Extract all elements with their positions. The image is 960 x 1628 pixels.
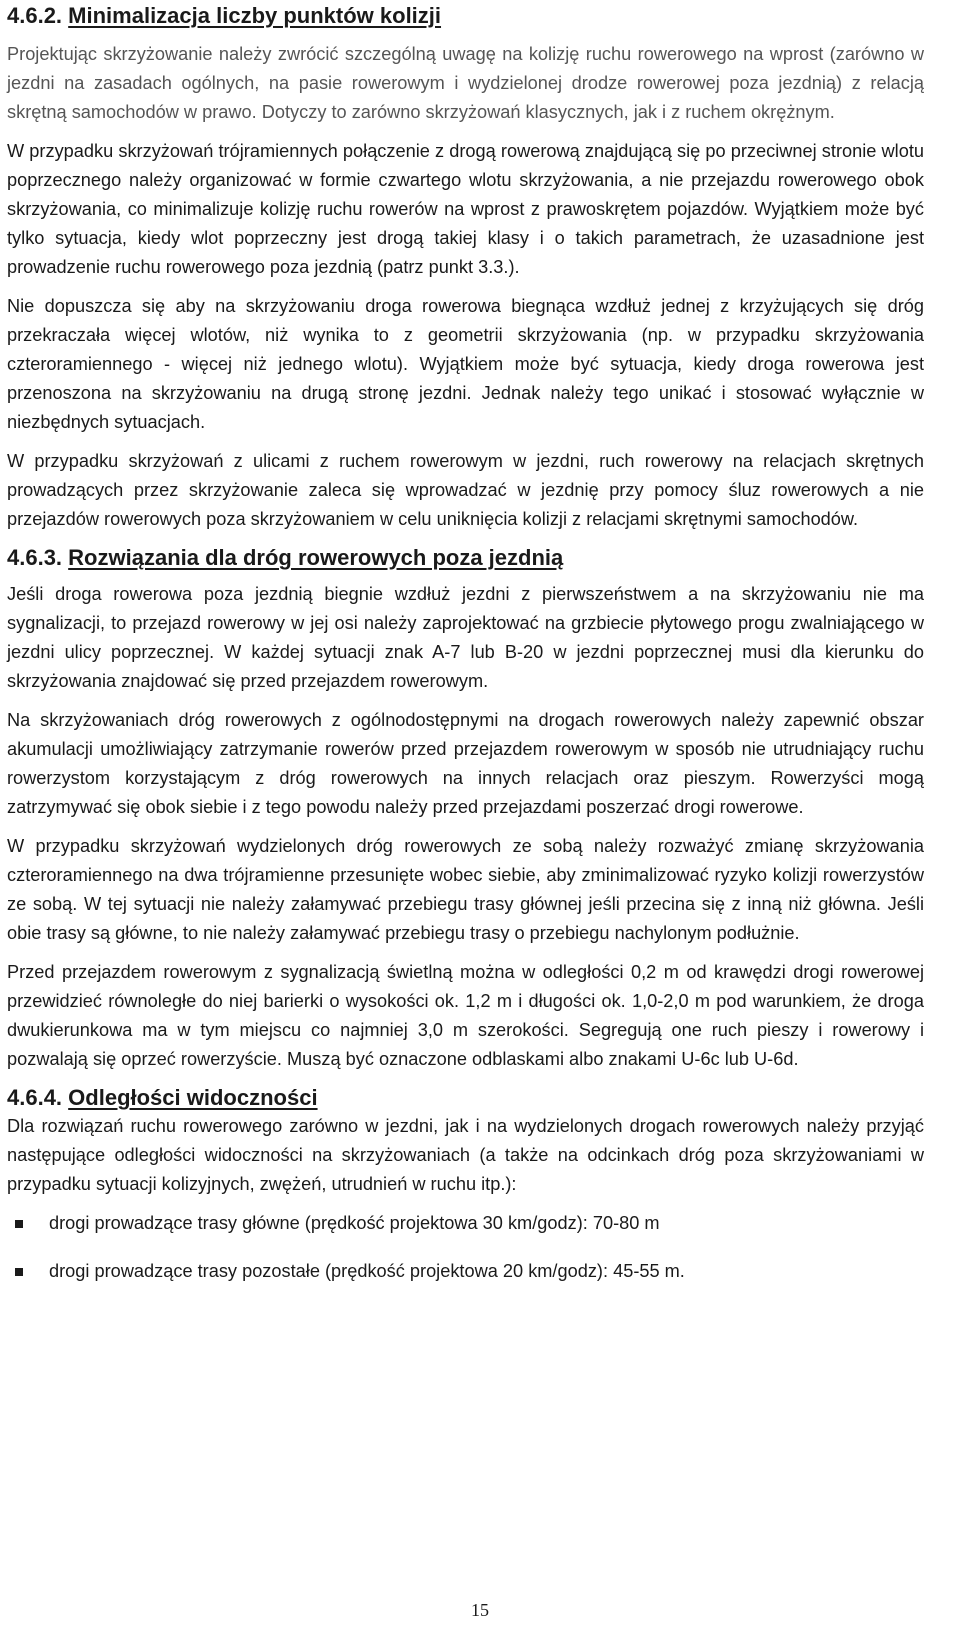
- paragraph-7: W przypadku skrzyżowań wydzielonych dróg rowerowych ze sobą należy rozważyć zmianę skrzyżowania czteroramiennego na dwa trójramienne przesunięte wobec siebie, aby zminimalizować ryzyko kolizji rowerzystów ze sobą. W tej sytuacji nie należy załamywać przebiegu trasy głównej jeśli przecina się z inną niż główna. Jeśli obie trasy są główne, to nie należy załamywać przebiegu trasy o przebiegu nachylonym podłużnie.: [7, 836, 924, 943]
- page-number: 15: [471, 1600, 489, 1620]
- section-number: 4.6.4.: [7, 1085, 63, 1110]
- square-bullet-icon: [15, 1220, 23, 1228]
- section-title: Minimalizacja liczby punktów kolizji: [68, 3, 442, 28]
- paragraph-9: Dla rozwiązań ruchu rowerowego zarówno w jezdni, jak i na wydzielonych drogach rowerowych należy przyjąć następujące odległości widoczności na skrzyżowaniach (a także na odcinkach dróg poza skrzyżowaniami w przypadku sytuacji kolizyjnych, zwężeń, utrudnień w ruchu itp.):: [7, 1116, 924, 1194]
- section-title: Rozwiązania dla dróg rowerowych poza jezdnią: [68, 545, 564, 570]
- paragraph-2: W przypadku skrzyżowań trójramiennych połączenie z drogą rowerową znajdującą się po przeciwnej stronie wlotu poprzecznego należy organizować w formie czwartego wlotu skrzyżowania, a nie przejazdu rowerowego obok skrzyżowania, co minimalizuje kolizję ruchu rowerów na wprost z prawoskrętem pojazdów. Wyjątkiem może być tylko sytuacja, kiedy wlot poprzeczny jest drogą takiej klasy i o takich parametrach, że uzasadnione jest prowadzenie ruchu rowerowego poza jezdnią (patrz punkt 3.3.).: [7, 141, 924, 277]
- section-number: 4.6.2.: [7, 3, 63, 28]
- visibility-distances-list: [7, 1209, 924, 1286]
- paragraph-6: Na skrzyżowaniach dróg rowerowych z ogólnodostępnymi na drogach rowerowych należy zapewnić obszar akumulacji umożliwiający zatrzymanie rowerów przed przejazdem rowerowym w sposób nie utrudniający ruchu rowerzystom korzystającym z dróg rowerowych na innych relacjach oraz pieszym. Rowerzyści mogą zatrzymywać się obok siebie i z tego powodu należy przed przejazdami poszerzać drogi rowerowe.: [7, 710, 924, 817]
- section-heading-4-6-4: [7, 1084, 924, 1112]
- paragraph-1: Projektując skrzyżowanie należy zwrócić szczególną uwagę na kolizję ruchu rowerowego na wprost (zarówno w jezdni na zasadach ogólnych, na pasie rowerowym i wydzielonej drodze rowerowej poza jezdnią) z relacją skrętną samochodów w prawo. Dotyczy to zarówno skrzyżowań klasycznych, jak i z ruchem okrężnym.: [7, 44, 924, 122]
- paragraph-3: Nie dopuszcza się aby na skrzyżowaniu droga rowerowa biegnąca wzdłuż jednej z krzyżujących się dróg przekraczała więcej wlotów, niż wynika to z geometrii skrzyżowania (np. w przypadku skrzyżowania czteroramiennego - więcej niż jednego wlotu). Wyjątkiem może być sytuacja, kiedy droga rowerowa jest przenoszona na skrzyżowaniu na drugą stronę jezdni. Jednak należy tego unikać i stosować wyłącznie w niezbędnych sytuacjach.: [7, 296, 924, 432]
- paragraph-8: Przed przejazdem rowerowym z sygnalizacją świetlną można w odległości 0,2 m od krawędzi drogi rowerowej przewidzieć równoległe do niej barierki o wysokości ok. 1,2 m i długości ok. 1,0-2,0 m pod warunkiem, że droga dwukierunkowa ma w tym miejscu co najmniej 3,0 m szerokości. Segregują one ruch pieszy i rowerowy i pozwalają się oprzeć rowerzyście. Muszą być oznaczone odblaskami albo znakami U-6c lub U-6d.: [7, 962, 924, 1069]
- section-heading-4-6-2: [7, 2, 924, 30]
- paragraph-4: W przypadku skrzyżowań z ulicami z ruchem rowerowym w jezdni, ruch rowerowy na relacjach skrętnych prowadzących przez skrzyżowanie zaleca się wprowadzać w jezdnię przy pomocy śluz rowerowych a nie przejazdów rowerowych poza skrzyżowaniem w celu uniknięcia kolizji z relacjami skrętnymi samochodów.: [7, 451, 924, 529]
- section-heading-4-6-3: [7, 544, 924, 572]
- list-item: [7, 1257, 924, 1286]
- list-item-text: drogi prowadzące trasy pozostałe (prędkość projektowa 20 km/godz): 45-55 m.: [49, 1261, 685, 1281]
- square-bullet-icon: [15, 1268, 23, 1276]
- list-item-text: drogi prowadzące trasy główne (prędkość projektowa 30 km/godz): 70-80 m: [49, 1213, 660, 1233]
- section-title: Odległości widoczności: [68, 1085, 318, 1110]
- list-item: [7, 1209, 924, 1238]
- paragraph-5: Jeśli droga rowerowa poza jezdnią biegnie wzdłuż jezdni z pierwszeństwem a na skrzyżowaniu nie ma sygnalizacji, to przejazd rowerowy w jej osi należy zaprojektować na grzbiecie płytowego progu zwalniającego w jezdni ulicy poprzecznej. W każdej sytuacji znak A-7 lub B-20 w jezdni poprzecznej musi dla kierunku do skrzyżowania znajdować się przed przejazdem rowerowym.: [7, 584, 924, 691]
- section-number: 4.6.3.: [7, 545, 63, 570]
